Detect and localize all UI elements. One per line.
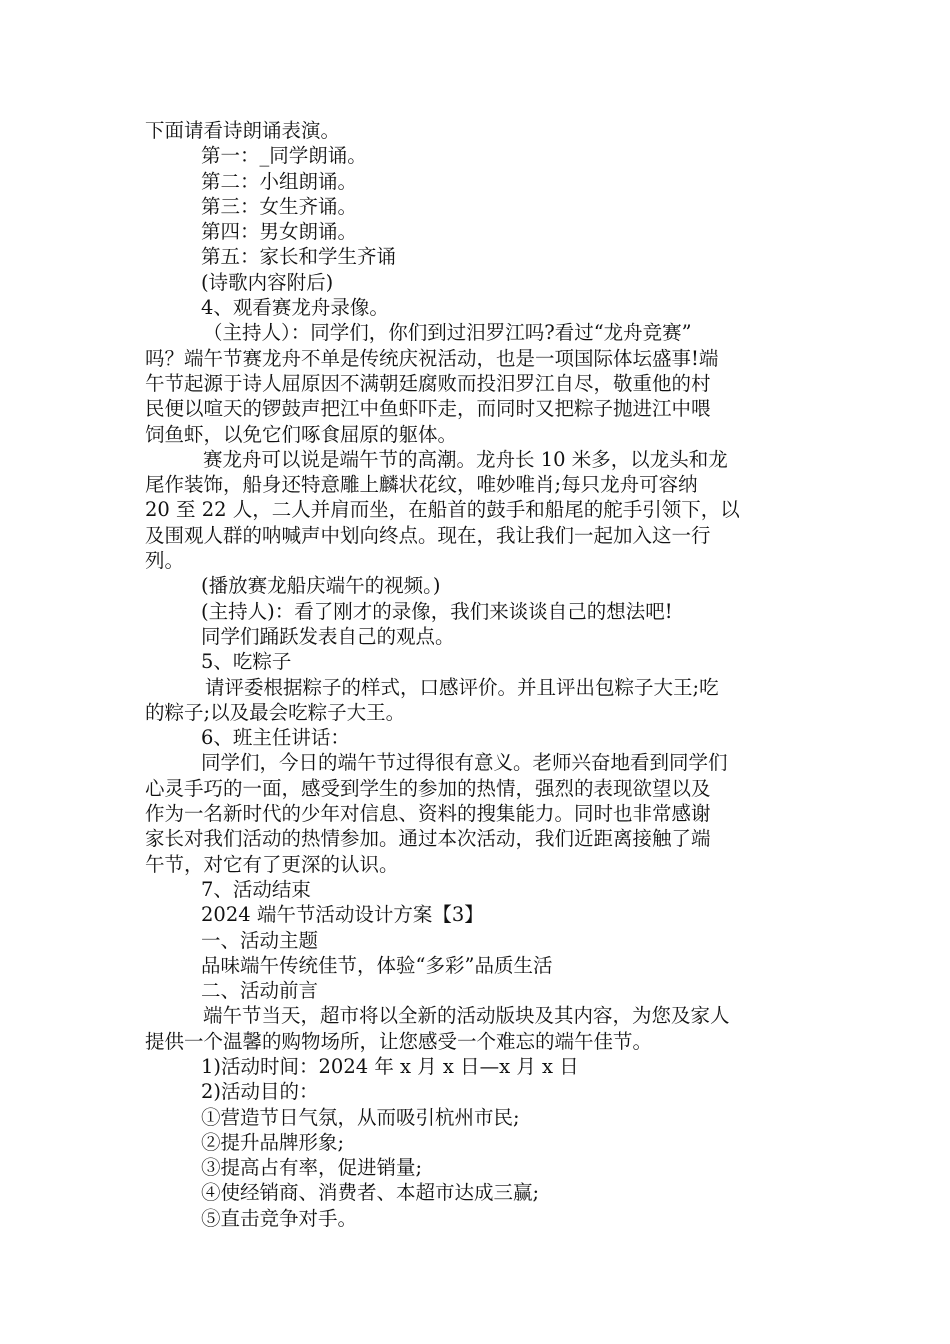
- text-line: 2)活动目的：: [201, 1080, 319, 1104]
- text-line: 家长对我们活动的热情参加。通过本次活动，我们近距离接触了端: [145, 827, 711, 851]
- text-line: 下面请看诗朗诵表演。: [145, 119, 341, 142]
- text-line: ⑤直击竞争对手。: [201, 1206, 358, 1230]
- text-line: 第一：_同学朗诵。: [201, 144, 367, 168]
- text-line: 同学们踊跃发表自己的观点。: [201, 624, 455, 648]
- text-line: (诗歌内容附后): [201, 270, 334, 294]
- document-page: [145, 118, 810, 1231]
- text-line: （主持人）：同学们，你们到过汨罗江吗?看过“龙舟竞赛”: [203, 321, 692, 345]
- text-line: ②提升品牌形象;: [201, 1130, 345, 1154]
- text-line: 列。: [145, 549, 185, 573]
- text-line: ④使经销商、消费者、本超市达成三赢;: [201, 1181, 540, 1205]
- text-line: 同学们，今日的端午节过得很有意义。老师兴奋地看到同学们: [201, 751, 728, 775]
- text-line: 20 至 22 人，二人并肩而坐，在船首的鼓手和船尾的舵手引领下，以: [145, 498, 740, 522]
- text-line: 心灵手巧的一面，感受到学生的参加的热情，强烈的表现欲望以及: [145, 776, 711, 800]
- section-title: 2024 端午节活动设计方案【3】: [201, 903, 484, 927]
- text-line: 请评委根据粽子的样式，口感评价。并且评出包粽子大王;吃: [205, 675, 719, 699]
- text-line: 饲鱼虾，以免它们啄食屈原的躯体。: [145, 422, 458, 446]
- text-line: ③提高占有率，促进销量;: [201, 1156, 423, 1180]
- text-line: 作为一名新时代的少年对信息、资料的搜集能力。同时也非常感谢: [145, 802, 711, 826]
- text-line: 的粽子;以及最会吃粽子大王。: [145, 700, 406, 724]
- text-line: 尾作装饰，船身还特意雕上麟状花纹，唯妙唯肖;每只龙舟可容纳: [145, 473, 698, 497]
- text-line: 1)活动时间：2024 年 x 月 x 日—x 月 x 日: [201, 1054, 579, 1078]
- text-line: 午节，对它有了更深的认识。: [145, 852, 399, 876]
- text-line: 7、活动结束: [201, 877, 311, 901]
- text-line: (主持人)：看了刚才的录像，我们来谈谈自己的想法吧!: [201, 599, 673, 623]
- text-line: 二、活动前言: [201, 979, 319, 1003]
- text-line: 6、班主任讲话：: [201, 726, 350, 750]
- text-line: 第三：女生齐诵。: [201, 194, 358, 218]
- text-line: 第二：小组朗诵。: [201, 169, 358, 193]
- text-line: 吗？端午节赛龙舟不单是传统庆祝活动，也是一项国际体坛盛事!端: [145, 346, 719, 370]
- text-line: ①营造节日气氛，从而吸引杭州市民;: [201, 1105, 520, 1129]
- text-line: 午节起源于诗人屈原因不满朝廷腐败而投汨罗江自尽，敬重他的村: [145, 371, 711, 395]
- text-line: 4、观看赛龙舟录像。: [201, 296, 389, 320]
- text-line: 及围观人群的呐喊声中划向终点。现在，我让我们一起加入这一行: [145, 523, 711, 547]
- text-line: 提供一个温馨的购物场所，让您感受一个难忘的端午佳节。: [145, 1029, 653, 1053]
- text-line: (播放赛龙船庆端午的视频。): [201, 574, 441, 598]
- text-line: 民便以喧天的锣鼓声把江中鱼虾吓走，而同时又把粽子抛进江中喂: [145, 397, 711, 421]
- text-line: 赛龙舟可以说是端午节的高潮。龙舟长 10 米多，以龙头和龙: [203, 447, 728, 471]
- text-line: 一、活动主题: [201, 928, 319, 952]
- text-line: 端午节当天，超市将以全新的活动版块及其内容，为您及家人: [203, 1004, 730, 1028]
- text-line: 品味端午传统佳节，体验“多彩”品质生活: [201, 953, 553, 977]
- text-line: 第五：家长和学生齐诵: [201, 245, 397, 269]
- text-line: 5、吃粽子: [201, 650, 292, 674]
- text-line: 第四：男女朗诵。: [201, 220, 358, 244]
